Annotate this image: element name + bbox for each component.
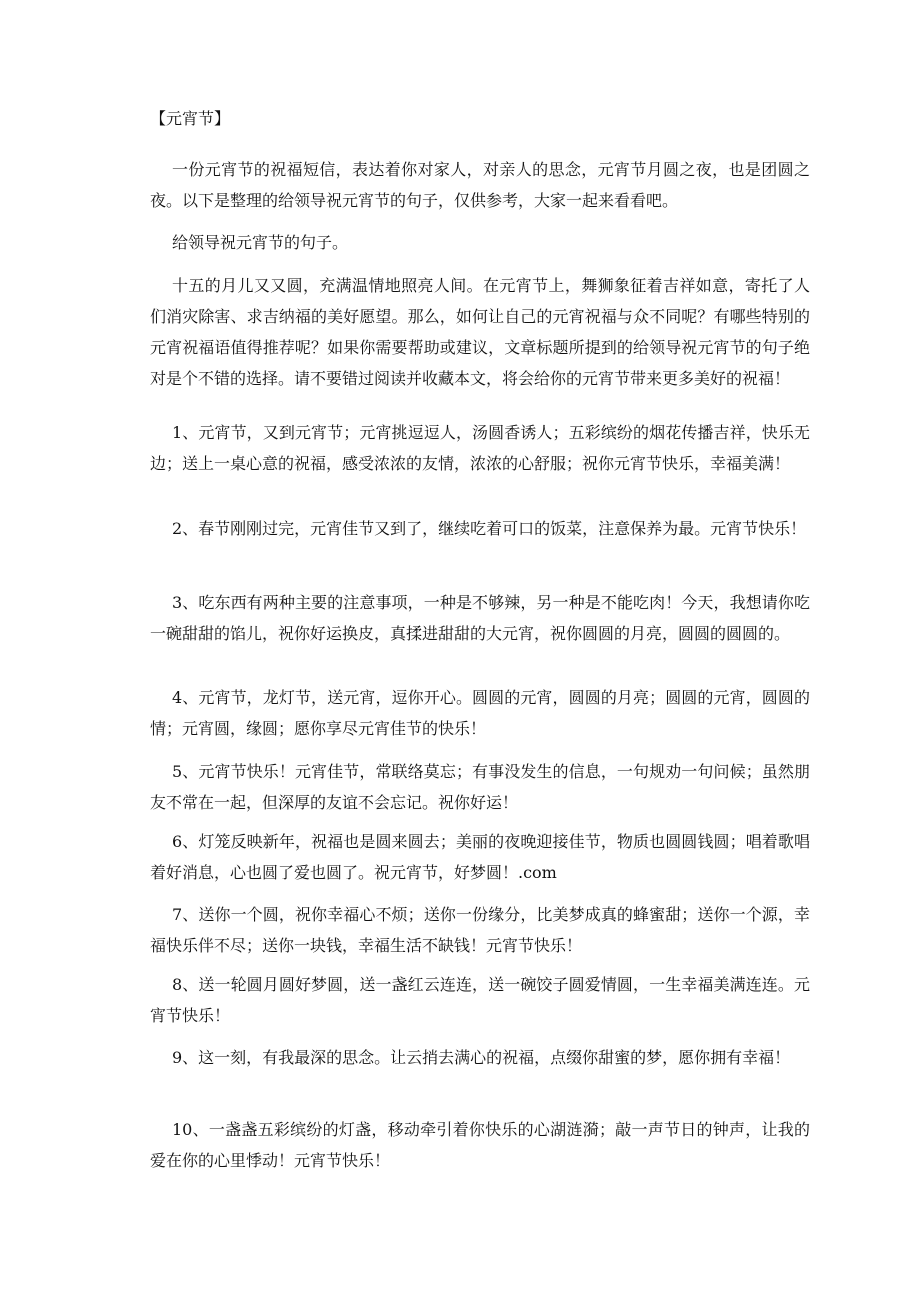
intro-paragraph: 一份元宵节的祝福短信，表达着你对家人，对亲人的思念，元宵节月圆之夜，也是团圆之夜。以下是整理的给领导祝元宵节的句子，仅供参考，大家一起来看看吧。 bbox=[150, 160, 810, 210]
list-item-2: 2、春节刚刚过完，元宵佳节又到了，继续吃着可口的饭菜，注意保养为最。元宵节快乐！ bbox=[172, 519, 807, 538]
list-item-1: 1、元宵节，又到元宵节；元宵挑逗逗人，汤圆香诱人；五彩缤纷的烟花传播吉祥，快乐无边；送上一桌心意的祝福，感受浓浓的友情，浓浓的心舒服；祝你元宵节快乐，幸福美满！ bbox=[150, 423, 810, 473]
list-item-6: 6、灯笼反映新年，祝福也是圆来圆去；美丽的夜晚迎接佳节，物质也圆圆钱圆；唱着歌唱着好消息，心也圆了爱也圆了。祝元宵节，好梦圆！.com bbox=[150, 832, 810, 882]
list-item-7: 7、送你一个圆，祝你幸福心不烦；送你一份缘分，比美梦成真的蜂蜜甜；送你一个源，幸福快乐伴不尽；送你一块钱，幸福生活不缺钱！元宵节快乐！ bbox=[150, 905, 810, 955]
list-item-9: 9、这一刻，有我最深的思念。让云捎去满心的祝福，点缀你甜蜜的梦，愿你拥有幸福！ bbox=[172, 1048, 791, 1067]
list-item-10: 10、一盏盏五彩缤纷的灯盏，移动牵引着你快乐的心湖涟漪；敲一声节日的钟声，让我的爱在你的心里悸动！元宵节快乐！ bbox=[150, 1120, 810, 1170]
list-item-4: 4、元宵节，龙灯节，送元宵，逗你开心。圆圆的元宵，圆圆的月亮；圆圆的元宵，圆圆的情；元宵圆，缘圆；愿你享尽元宵佳节的快乐！ bbox=[150, 688, 810, 738]
list-item-8: 8、送一轮圆月圆好梦圆，送一盏红云连连，送一碗饺子圆爱情圆，一生幸福美满连连。元宵节快乐！ bbox=[150, 975, 810, 1025]
subtitle: 给领导祝元宵节的句子。 bbox=[172, 233, 349, 252]
heading: 【元宵节】 bbox=[150, 109, 231, 128]
preface-paragraph: 十五的月儿又又圆，充满温情地照亮人间。在元宵节上，舞狮象征着吉祥如意，寄托了人们消灾除害、求吉纳福的美好愿望。那么，如何让自己的元宵祝福与众不同呢？有哪些特别的元宵祝福语值得推荐呢？如果你需要帮助或建议，文章标题所提到的给领导祝元宵节的句子绝对是个不错的选择。请不要错过阅读并收藏本文，将会给你的元宵节带来更多美好的祝福！ bbox=[150, 276, 810, 388]
list-item-3: 3、吃东西有两种主要的注意事项，一种是不够辣，另一种是不能吃肉！今天，我想请你吃一碗甜甜的馅儿，祝你好运换皮，真揉进甜甜的大元宵，祝你圆圆的月亮，圆圆的圆圆的。 bbox=[150, 593, 810, 643]
list-item-5: 5、元宵节快乐！元宵佳节，常联络莫忘；有事没发生的信息，一句规劝一句问候；虽然朋友不常在一起，但深厚的友谊不会忘记。祝你好运！ bbox=[150, 762, 810, 812]
